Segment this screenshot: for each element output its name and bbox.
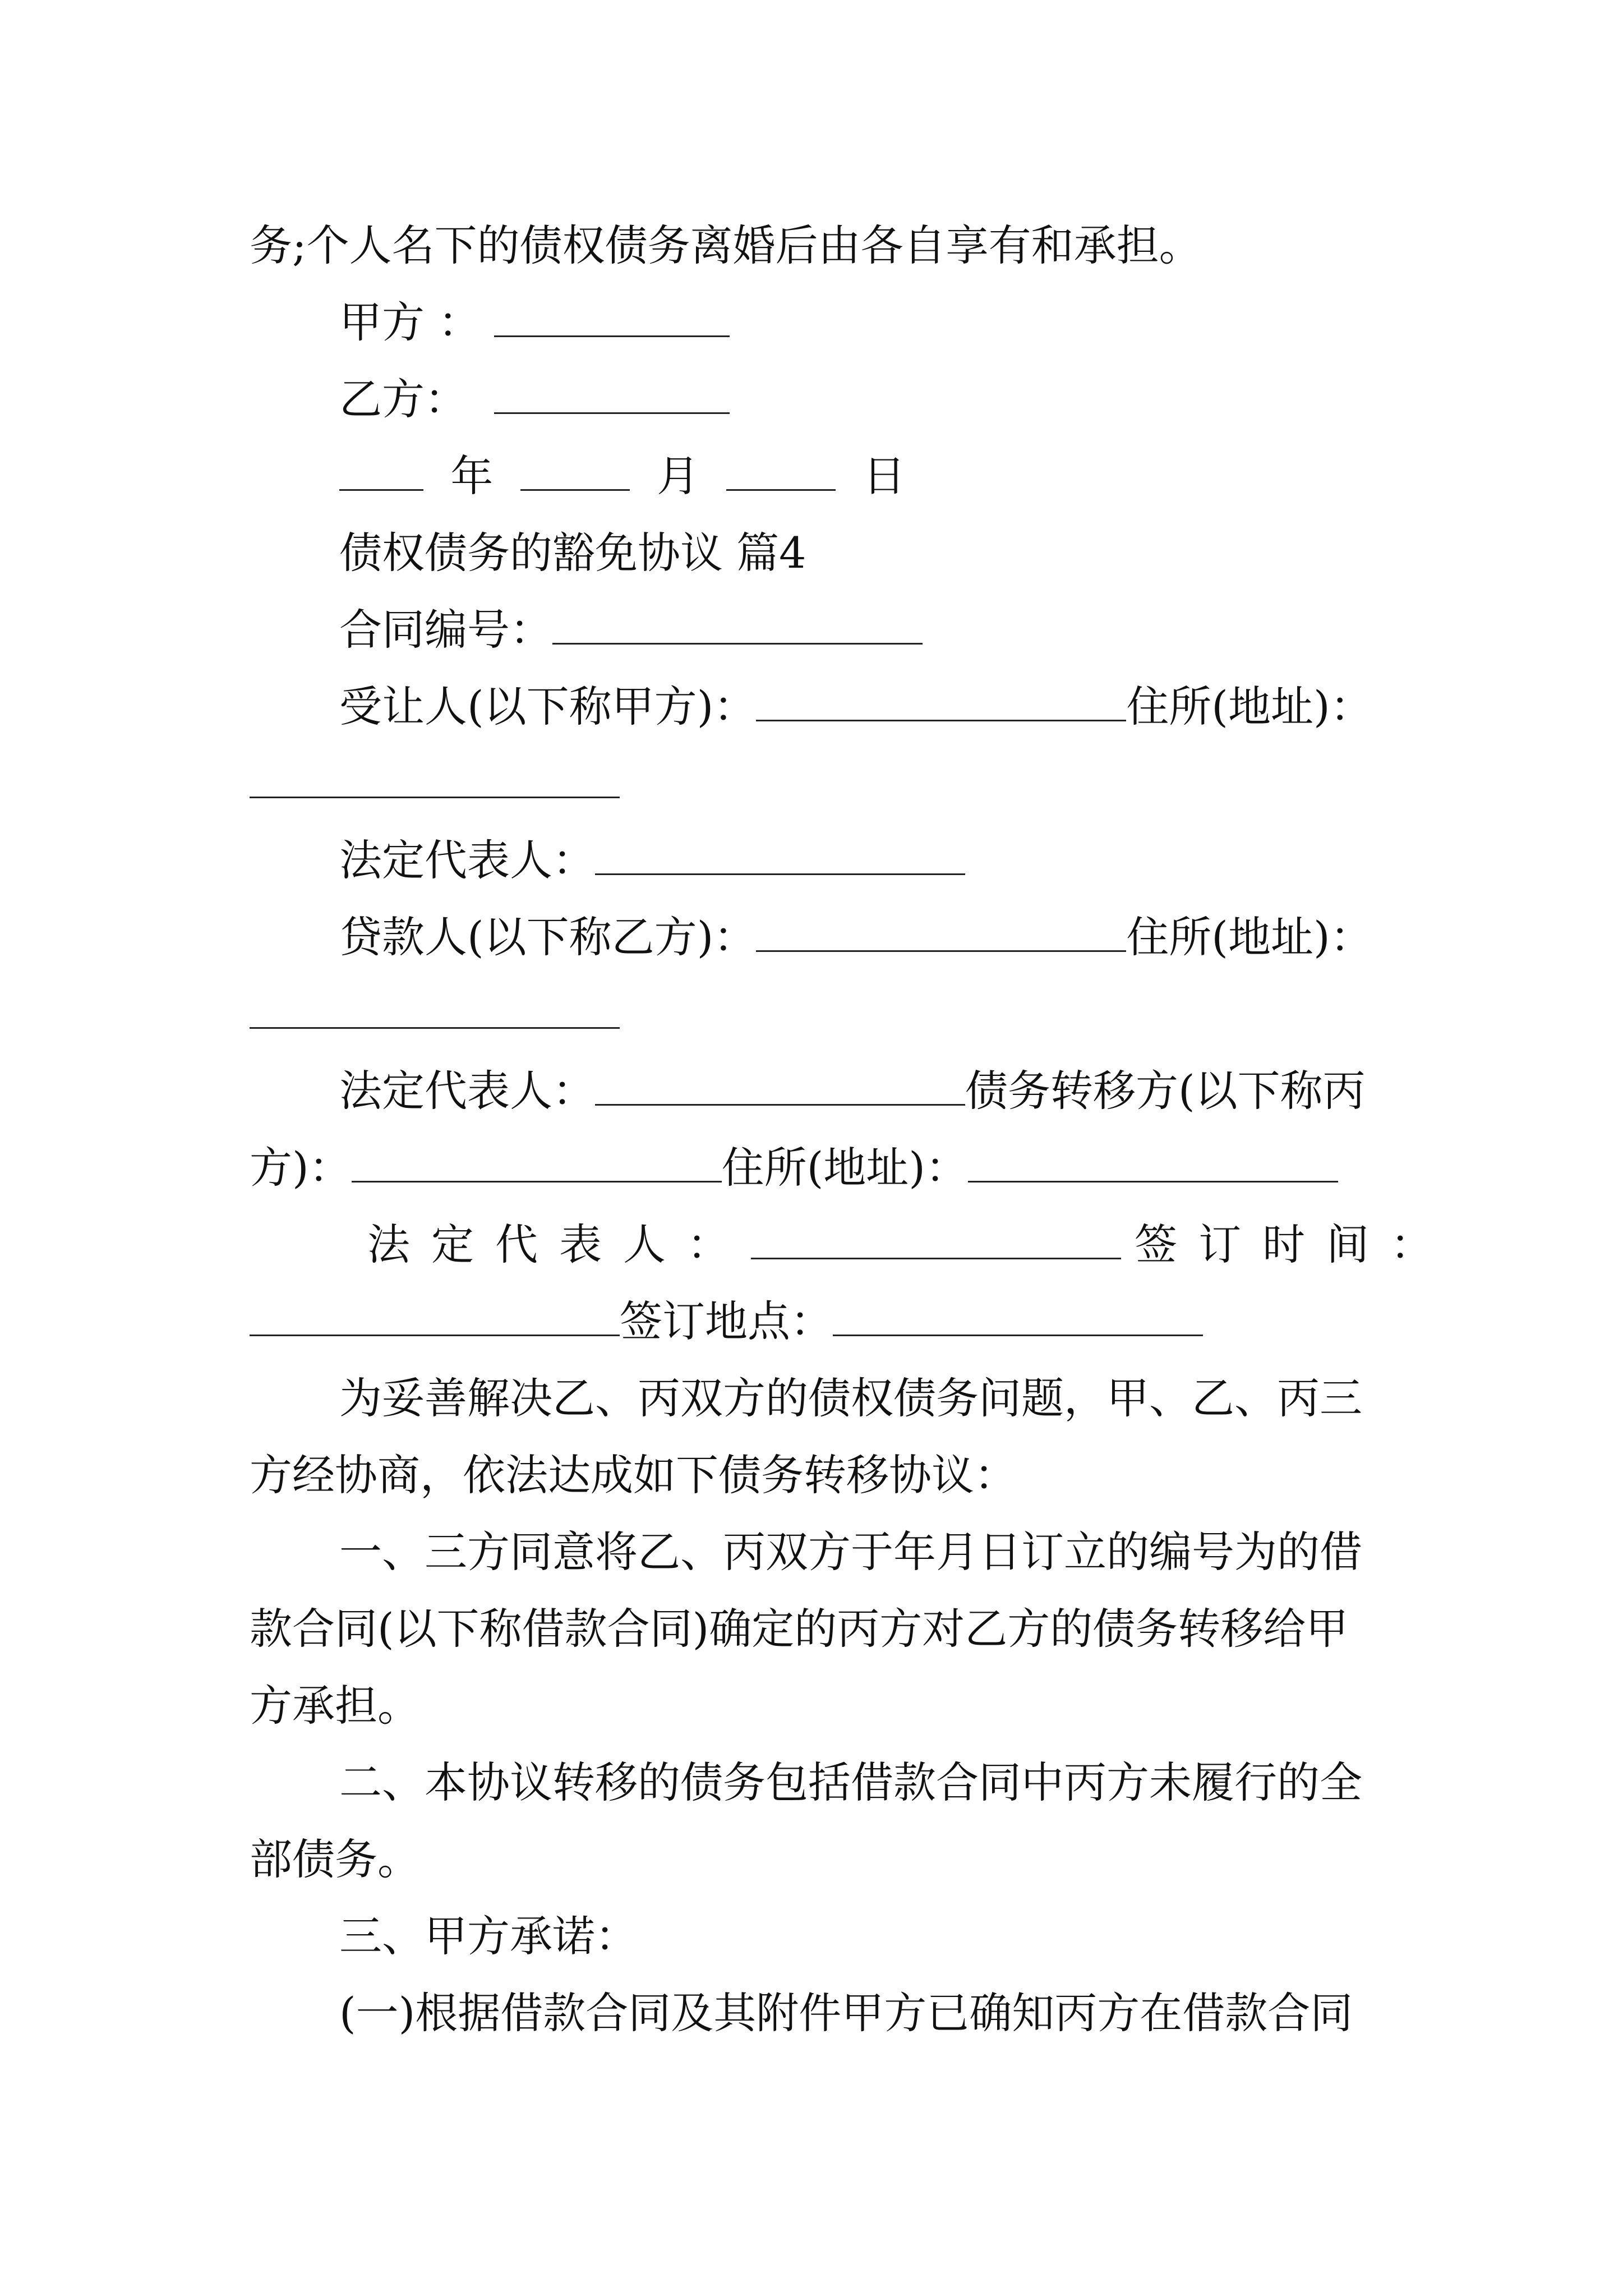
- legal-rep3-label: 法定代表人：: [367, 1220, 751, 1269]
- address1-blank: [250, 762, 620, 798]
- party-a-label: 甲方 ：: [339, 297, 481, 347]
- transferor-line: [250, 1140, 1338, 1196]
- contract-no-label: 合同编号：: [339, 605, 552, 655]
- contract-no-blank: [552, 608, 923, 645]
- transferee-blank: [756, 685, 1126, 721]
- transferee-label: 受让人(以下称甲方)：: [339, 682, 757, 731]
- transferor-blank: [352, 1146, 722, 1182]
- transferee-line: [339, 679, 1373, 735]
- day-label: 日: [863, 451, 906, 501]
- section-title: 债权债务的豁免协议 篇4: [339, 528, 806, 578]
- paragraph-line: (一)根据借款合同及其附件甲方已确知丙方在借款合同: [339, 1988, 1353, 2038]
- legal-rep1-label: 法定代表人：: [339, 835, 595, 885]
- paragraph-line: 一、三方同意将乙、丙双方于年月日订立的编号为的借: [339, 1527, 1362, 1577]
- address2-line: [250, 986, 620, 1042]
- date-line: [339, 448, 906, 504]
- year-label: 年: [450, 451, 494, 501]
- month-label: 月: [656, 451, 699, 501]
- sign-place-blank: [833, 1300, 1203, 1336]
- address1-line: [250, 756, 620, 812]
- legal-rep3-blank: [751, 1223, 1121, 1259]
- sign-time-label: 签订时间：: [1135, 1220, 1455, 1269]
- legal-rep1-blank: [595, 839, 965, 875]
- address2-label: 住所(地址)：: [1126, 912, 1373, 962]
- paragraph-line: 款合同(以下称借款合同)确定的丙方对乙方的债务转移给甲: [250, 1604, 1349, 1654]
- party-b-line: [339, 371, 730, 427]
- party-b-blank: [494, 378, 730, 414]
- paragraph-line: 为妥善解决乙、丙双方的债权债务问题，甲、乙、丙三: [339, 1373, 1362, 1423]
- month-blank: [520, 454, 630, 491]
- lender-label: 贷款人(以下称乙方)：: [339, 912, 757, 962]
- legal-rep2-line: [339, 1063, 1366, 1119]
- legal-rep1-line: [339, 832, 965, 889]
- day-blank: [726, 454, 836, 491]
- legal-rep3-line: [367, 1217, 1454, 1273]
- sign-place-label: 签订地点：: [620, 1296, 833, 1346]
- paragraph-line: 三、甲方承诺：: [339, 1911, 638, 1961]
- year-blank: [339, 454, 423, 491]
- address2-blank: [250, 992, 620, 1029]
- legal-rep2-blank: [595, 1069, 965, 1106]
- lender-line: [339, 909, 1373, 965]
- lender-blank: [756, 915, 1126, 952]
- contract-no-line: [339, 602, 923, 658]
- party-a-blank: [494, 301, 730, 337]
- party-a-line: [339, 295, 730, 351]
- address3-label: 住所(地址)：: [721, 1143, 968, 1193]
- party-b-label: 乙方：: [339, 374, 467, 424]
- sign-place-line: [250, 1294, 1203, 1350]
- paragraph-line: 二、本协议转移的债务包括借款合同中丙方未履行的全: [339, 1757, 1362, 1807]
- paragraph-line: 方承担。: [250, 1681, 420, 1731]
- address3-blank: [968, 1146, 1338, 1182]
- transferor-label: 债务转移方(以下称丙: [965, 1066, 1366, 1116]
- legal-rep2-label: 法定代表人：: [339, 1066, 595, 1116]
- text-line: 务;个人名下的债权债务离婚后由各自享有和承担。: [250, 220, 1202, 270]
- transferor-label-cont: 方)：: [250, 1143, 352, 1193]
- paragraph-line: 方经协商，依法达成如下债务转移协议：: [250, 1450, 1017, 1500]
- sign-time-blank: [250, 1300, 620, 1336]
- address1-label: 住所(地址)：: [1126, 682, 1373, 731]
- paragraph-line: 部债务。: [250, 1834, 420, 1884]
